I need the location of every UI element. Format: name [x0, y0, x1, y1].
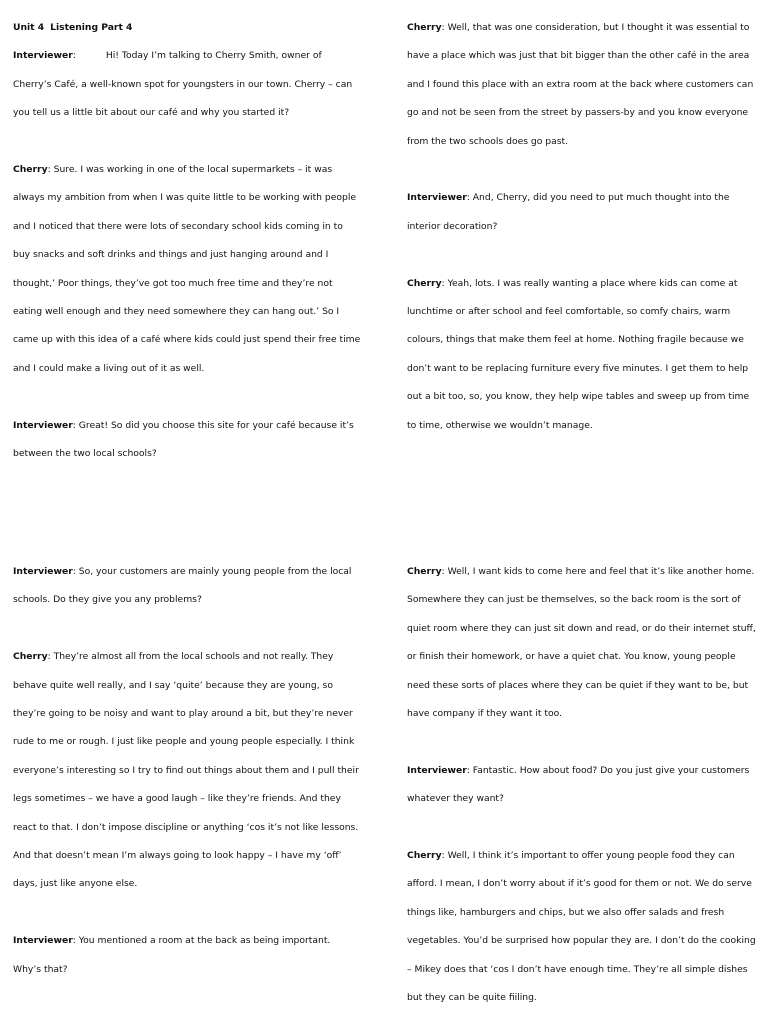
- dialogue-block: [407, 757, 759, 814]
- speaker-name: Interviewer: [13, 566, 73, 577]
- speaker-separator: :: [72, 566, 76, 577]
- speaker-separator: :: [441, 22, 445, 33]
- dialogue-block: [13, 412, 361, 469]
- speaker-name: Interviewer: [407, 764, 467, 776]
- speaker-separator: :: [441, 277, 445, 289]
- dialogue-text: You mentioned a room at the back as being important. Why’s that?: [13, 935, 331, 975]
- speaker-name: Interviewer: [13, 50, 73, 62]
- dialogue-block: [407, 558, 759, 728]
- speaker-name: Cherry: [407, 850, 442, 862]
- column-top-right: [407, 14, 759, 440]
- dialogue-block: [407, 14, 759, 156]
- dialogue-text: Great! So did you choose this site for your café because it’s between the two local schools?: [13, 419, 354, 460]
- speaker-name: Cherry: [407, 566, 442, 577]
- dialogue-block: [13, 643, 361, 899]
- speaker-name: Cherry: [407, 277, 442, 289]
- speaker-separator: :: [72, 419, 76, 431]
- dialogue-text: And, Cherry, did you need to put much thought into the interior decoration?: [407, 192, 730, 232]
- speaker-separator: :: [47, 164, 51, 176]
- dialogue-block: [13, 156, 361, 383]
- dialogue-text: Hi! Today I’m talking to Cherry Smith, owner of Cherry’s Café, a well-known spot for youngsters in our town. Cherry – can you tell us a little bit about our café and why you started it?: [13, 50, 353, 119]
- speaker-separator: :: [466, 764, 470, 776]
- column-bottom-right: [407, 558, 759, 1012]
- speaker-name: Interviewer: [13, 419, 73, 431]
- dialogue-block: [407, 184, 759, 241]
- speaker-name: Cherry: [13, 651, 48, 663]
- dialogue-text: Yeah, lots. I was really wanting a place where kids can come at lunchtime or after school and feel comfortable, so comfy chairs, warm colours, things that make them feel at home. Nothing fragile because we don’t want to be replacing furniture every five minutes. I get them to help out a bit too, so, you know, they help wipe tables and sweep up from time to time, otherwise we wouldn’t manage.: [407, 277, 750, 431]
- column-top-left: [13, 14, 361, 468]
- dialogue-text: Fantastic. How about food? Do you just give your customers whatever they want?: [407, 764, 750, 805]
- speaker-separator: :: [441, 566, 445, 577]
- speaker-name: Cherry: [13, 164, 48, 176]
- document-title: [13, 14, 361, 42]
- dialogue-block: [407, 842, 759, 1012]
- dialogue-block: [13, 927, 361, 984]
- speaker-separator: :: [72, 935, 76, 947]
- column-bottom-left: [13, 558, 361, 984]
- part-label: Listening Part 4: [50, 22, 133, 33]
- speaker-name: Interviewer: [13, 935, 73, 947]
- dialogue-text: Well, that was one consideration, but I thought it was essential to have a place which was just that bit bigger than the other café in the area and I found this place with an extra room at the back where customers can go and not be seen from the street by passers-by and you know everyone from the two schools does go past.: [407, 22, 754, 147]
- dialogue-text: Well, I think it’s important to offer young people food they can afford. I mean, I don’t worry about if it’s good for them or not. We do serve things like, hamburgers and chips, but we also offer salads and fresh vegetables. You’d be surprised how popular they are. I don’t do the cooking – Mikey does that ‘cos I don’t have enough time. They’re all simple dishes but they can be quite fiiling.: [407, 850, 756, 1004]
- dialogue-block: [407, 270, 759, 440]
- speaker-separator: :: [441, 850, 445, 862]
- dialogue-text: They’re almost all from the local schools and not really. They behave quite well really, and I say ‘quite’ because they are young, so they’re going to be noisy and want to play around a bit, but they’re never rude to me or rough. I just like people and young people especially. I think everyone’s interesting so I try to find out things about them and I pull their legs sometimes – we have a good laugh – like they’re friends. And they react to that. I don’t impose discipline or anything ‘cos it’s not like lessons. And that doesn’t mean I’m always going to look happy – I have my ‘off’ days, just like anyone else.: [13, 651, 359, 890]
- speaker-separator: :: [47, 651, 51, 663]
- speaker-separator: :: [72, 50, 76, 62]
- dialogue-text: Sure. I was working in one of the local supermarkets – it was always my ambition from when I was quite little to be working with people and I noticed that there were lots of secondary school kids coming in to buy snacks and soft drinks and things and just hanging around and I thought,’ Poor things, they’ve got too much free time and they’re not eating well enough and they need somewhere they can hang out.’ So I came up with this idea of a café where kids could just spend their free time and I could make a living out of it as well.: [13, 164, 361, 374]
- speaker-separator: :: [466, 192, 470, 204]
- dialogue-text: Well, I want kids to come here and feel that it’s like another home. Somewhere they can just be themselves, so the back room is the sort of quiet room where they can just sit down and read, or do their internet stuff, or finish their homework, or have a quiet chat. You know, young people need these sorts of places where they can be quiet if they want to be, but have company if they want it too.: [407, 566, 756, 720]
- dialogue-block: [13, 558, 361, 615]
- unit-label: Unit 4: [13, 22, 45, 33]
- dialogue-text: So, your customers are mainly young people from the local schools. Do they give you any problems?: [13, 566, 352, 606]
- dialogue-block: [13, 42, 361, 127]
- speaker-name: Interviewer: [407, 192, 467, 204]
- speaker-name: Cherry: [407, 22, 442, 33]
